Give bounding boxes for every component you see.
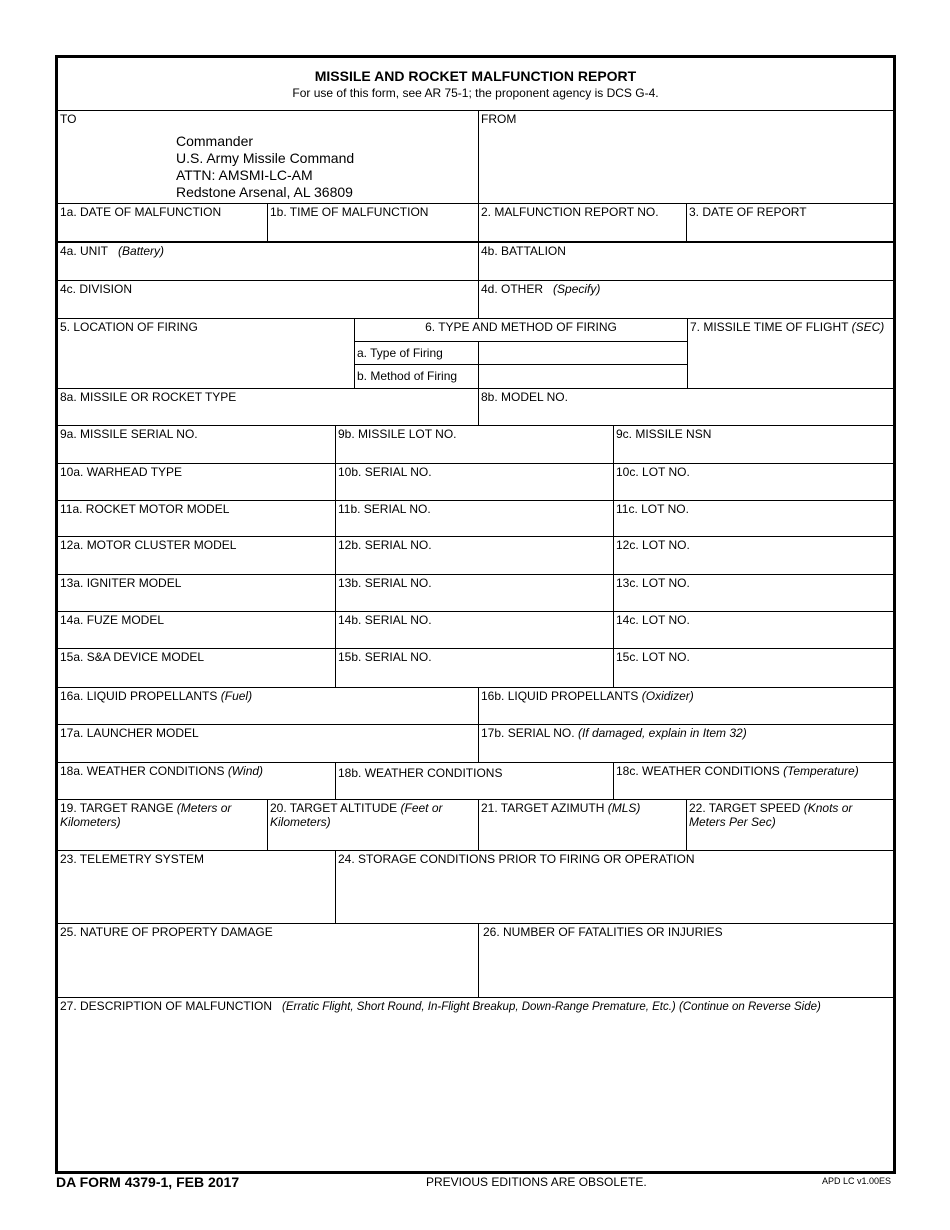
sa-device-model-field[interactable] bbox=[58, 649, 336, 688]
malfunction-report-no-field[interactable] bbox=[479, 204, 687, 243]
to-field[interactable] bbox=[58, 111, 479, 204]
from-label: FROM bbox=[481, 112, 517, 126]
target-azimuth-field[interactable] bbox=[479, 800, 687, 851]
liquid-propellants-fuel-field[interactable] bbox=[58, 688, 479, 725]
motor-cluster-model-field[interactable] bbox=[58, 537, 336, 575]
form-header bbox=[58, 58, 893, 111]
date-of-malfunction-field[interactable] bbox=[58, 204, 268, 243]
date-of-report-label: 3. DATE OF REPORT bbox=[689, 205, 807, 219]
motor-cluster-lot-no-label: 12c. LOT NO. bbox=[616, 538, 690, 552]
sa-device-lot-no-field[interactable] bbox=[614, 649, 893, 688]
fatalities-injuries-field[interactable] bbox=[479, 924, 893, 998]
from-field[interactable] bbox=[479, 111, 893, 204]
form-subtitle: For use of this form, see AR 75-1; the proponent agency is DCS G-4. bbox=[292, 86, 659, 100]
type-method-of-firing-header bbox=[355, 319, 688, 342]
type-method-of-firing-label: 6. TYPE AND METHOD OF FIRING bbox=[425, 320, 617, 334]
other-label: 4d. OTHER (Specify) bbox=[481, 282, 601, 296]
igniter-serial-no-field[interactable] bbox=[336, 575, 614, 612]
form-title: MISSILE AND ROCKET MALFUNCTION REPORT bbox=[314, 68, 637, 84]
motor-cluster-model-label: 12a. MOTOR CLUSTER MODEL bbox=[60, 538, 237, 552]
liquid-propellants-fuel-label: 16a. LIQUID PROPELLANTS (Fuel) bbox=[60, 689, 253, 703]
type-of-firing-input[interactable] bbox=[479, 342, 688, 365]
time-of-malfunction-label: 1b. TIME OF MALFUNCTION bbox=[270, 205, 429, 219]
fuze-model-label: 14a. FUZE MODEL bbox=[60, 613, 165, 627]
location-of-firing-label: 5. LOCATION OF FIRING bbox=[60, 320, 198, 334]
target-range-label: 19. TARGET RANGE (Meters or Kilometers) bbox=[60, 801, 232, 829]
missile-time-of-flight-label: 7. MISSILE TIME OF FLIGHT (SEC) bbox=[690, 320, 885, 334]
target-altitude-field[interactable] bbox=[268, 800, 479, 851]
malfunction-report-form bbox=[55, 55, 896, 1174]
rocket-motor-model-field[interactable] bbox=[58, 501, 336, 537]
igniter-model-field[interactable] bbox=[58, 575, 336, 612]
weather-temperature-label: 18c. WEATHER CONDITIONS (Temperature) bbox=[616, 764, 859, 778]
rocket-motor-model-label: 11a. ROCKET MOTOR MODEL bbox=[60, 502, 230, 516]
form-id: DA FORM 4379-1, FEB 2017 bbox=[56, 1174, 240, 1190]
location-of-firing-field[interactable] bbox=[58, 319, 355, 389]
battalion-field[interactable] bbox=[479, 243, 893, 281]
rocket-motor-lot-no-label: 11c. LOT NO. bbox=[616, 502, 689, 516]
storage-conditions-label: 24. STORAGE CONDITIONS PRIOR TO FIRING OR OPERATION bbox=[338, 852, 695, 866]
missile-serial-no-field[interactable] bbox=[58, 426, 336, 464]
warhead-type-label: 10a. WARHEAD TYPE bbox=[60, 465, 183, 479]
division-field[interactable] bbox=[58, 281, 479, 319]
igniter-lot-no-field[interactable] bbox=[614, 575, 893, 612]
sa-device-model-label: 15a. S&A DEVICE MODEL bbox=[60, 650, 205, 664]
target-altitude-label: 20. TARGET ALTITUDE (Feet or Kilometers) bbox=[270, 801, 443, 829]
description-of-malfunction-label: 27. DESCRIPTION OF MALFUNCTION (Erratic Flight, Short Round, In-Flight Breakup, Down-Range Premature, Etc.) (Continue on Reverse Side) bbox=[60, 999, 821, 1013]
target-speed-label: 22. TARGET SPEED (Knots or Meters Per Sec) bbox=[689, 801, 853, 829]
method-of-firing-input[interactable] bbox=[479, 365, 688, 389]
igniter-serial-no-label: 13b. SERIAL NO. bbox=[338, 576, 432, 590]
launcher-serial-no-field[interactable] bbox=[479, 725, 893, 763]
fuze-serial-no-field[interactable] bbox=[336, 612, 614, 649]
missile-or-rocket-type-label: 8a. MISSILE OR ROCKET TYPE bbox=[60, 390, 237, 404]
property-damage-label: 25. NATURE OF PROPERTY DAMAGE bbox=[60, 925, 273, 939]
rocket-motor-lot-no-field[interactable] bbox=[614, 501, 893, 537]
address-line: ATTN: AMSMI-LC-AM bbox=[176, 167, 313, 183]
warhead-lot-no-field[interactable] bbox=[614, 464, 893, 501]
warhead-lot-no-label: 10c. LOT NO. bbox=[616, 465, 690, 479]
rocket-motor-serial-no-label: 11b. SERIAL NO. bbox=[338, 502, 431, 516]
launcher-model-label: 17a. LAUNCHER MODEL bbox=[60, 726, 199, 740]
weather-conditions-field[interactable] bbox=[336, 763, 614, 800]
unit-field[interactable] bbox=[58, 243, 479, 281]
other-field[interactable] bbox=[479, 281, 893, 319]
missile-or-rocket-type-field[interactable] bbox=[58, 389, 479, 426]
launcher-serial-no-label: 17b. SERIAL NO. (If damaged, explain in Item 32) bbox=[481, 726, 747, 740]
sa-device-serial-no-label: 15b. SERIAL NO. bbox=[338, 650, 432, 664]
telemetry-system-field[interactable] bbox=[58, 851, 336, 924]
address-line: U.S. Army Missile Command bbox=[176, 150, 355, 166]
method-of-firing-label-cell bbox=[355, 365, 479, 389]
type-of-firing-label-cell bbox=[355, 342, 479, 365]
liquid-propellants-oxidizer-field[interactable] bbox=[479, 688, 893, 725]
missile-nsn-label: 9c. MISSILE NSN bbox=[616, 427, 712, 441]
target-range-field[interactable] bbox=[58, 800, 268, 851]
weather-wind-label: 18a. WEATHER CONDITIONS (Wind) bbox=[60, 764, 264, 778]
missile-lot-no-field[interactable] bbox=[336, 426, 614, 464]
date-of-malfunction-label: 1a. DATE OF MALFUNCTION bbox=[60, 205, 222, 219]
fuze-lot-no-label: 14c. LOT NO. bbox=[616, 613, 690, 627]
description-of-malfunction-field[interactable] bbox=[58, 998, 893, 1171]
igniter-lot-no-label: 13c. LOT NO. bbox=[616, 576, 690, 590]
sa-device-serial-no-field[interactable] bbox=[336, 649, 614, 688]
weather-conditions-label: 18b. WEATHER CONDITIONS bbox=[338, 766, 503, 780]
obsolete-notice: PREVIOUS EDITIONS ARE OBSOLETE. bbox=[426, 1175, 647, 1189]
target-azimuth-label: 21. TARGET AZIMUTH (MLS) bbox=[481, 801, 641, 815]
telemetry-system-label: 23. TELEMETRY SYSTEM bbox=[60, 852, 205, 866]
model-no-label: 8b. MODEL NO. bbox=[481, 390, 568, 404]
motor-cluster-lot-no-field[interactable] bbox=[614, 537, 893, 575]
warhead-serial-no-field[interactable] bbox=[336, 464, 614, 501]
sa-device-lot-no-label: 15c. LOT NO. bbox=[616, 650, 690, 664]
malfunction-report-no-label: 2. MALFUNCTION REPORT NO. bbox=[481, 205, 659, 219]
unit-label: 4a. UNIT (Battery) bbox=[60, 244, 165, 258]
igniter-model-label: 13a. IGNITER MODEL bbox=[60, 576, 182, 590]
motor-cluster-serial-no-field[interactable] bbox=[336, 537, 614, 575]
date-of-report-field[interactable] bbox=[687, 204, 893, 243]
to-address bbox=[176, 133, 354, 201]
to-label: TO bbox=[60, 112, 77, 126]
weather-temperature-field[interactable] bbox=[614, 763, 893, 800]
storage-conditions-field[interactable] bbox=[336, 851, 893, 924]
version-label: APD LC v1.00ES bbox=[822, 1176, 892, 1186]
missile-nsn-field[interactable] bbox=[614, 426, 893, 464]
type-of-firing-label: a. Type of Firing bbox=[357, 346, 443, 360]
division-label: 4c. DIVISION bbox=[60, 282, 133, 296]
warhead-type-field[interactable] bbox=[58, 464, 336, 501]
time-of-malfunction-field[interactable] bbox=[268, 204, 479, 243]
motor-cluster-serial-no-label: 12b. SERIAL NO. bbox=[338, 538, 432, 552]
launcher-model-field[interactable] bbox=[58, 725, 479, 763]
address-line: Redstone Arsenal, AL 36809 bbox=[176, 184, 353, 200]
warhead-serial-no-label: 10b. SERIAL NO. bbox=[338, 465, 432, 479]
address-line: Commander bbox=[176, 133, 254, 149]
missile-serial-no-label: 9a. MISSILE SERIAL NO. bbox=[60, 427, 198, 441]
model-no-field[interactable] bbox=[479, 389, 893, 426]
missile-time-of-flight-field[interactable] bbox=[688, 319, 893, 389]
liquid-propellants-oxidizer-label: 16b. LIQUID PROPELLANTS (Oxidizer) bbox=[481, 689, 694, 703]
target-speed-field[interactable] bbox=[687, 800, 893, 851]
fuze-model-field[interactable] bbox=[58, 612, 336, 649]
fuze-serial-no-label: 14b. SERIAL NO. bbox=[338, 613, 432, 627]
method-of-firing-label: b. Method of Firing bbox=[357, 369, 458, 383]
property-damage-field[interactable] bbox=[58, 924, 479, 998]
battalion-label: 4b. BATTALION bbox=[481, 244, 566, 258]
fatalities-injuries-label: 26. NUMBER OF FATALITIES OR INJURIES bbox=[483, 925, 723, 939]
weather-wind-field[interactable] bbox=[58, 763, 336, 800]
fuze-lot-no-field[interactable] bbox=[614, 612, 893, 649]
rocket-motor-serial-no-field[interactable] bbox=[336, 501, 614, 537]
missile-lot-no-label: 9b. MISSILE LOT NO. bbox=[338, 427, 457, 441]
